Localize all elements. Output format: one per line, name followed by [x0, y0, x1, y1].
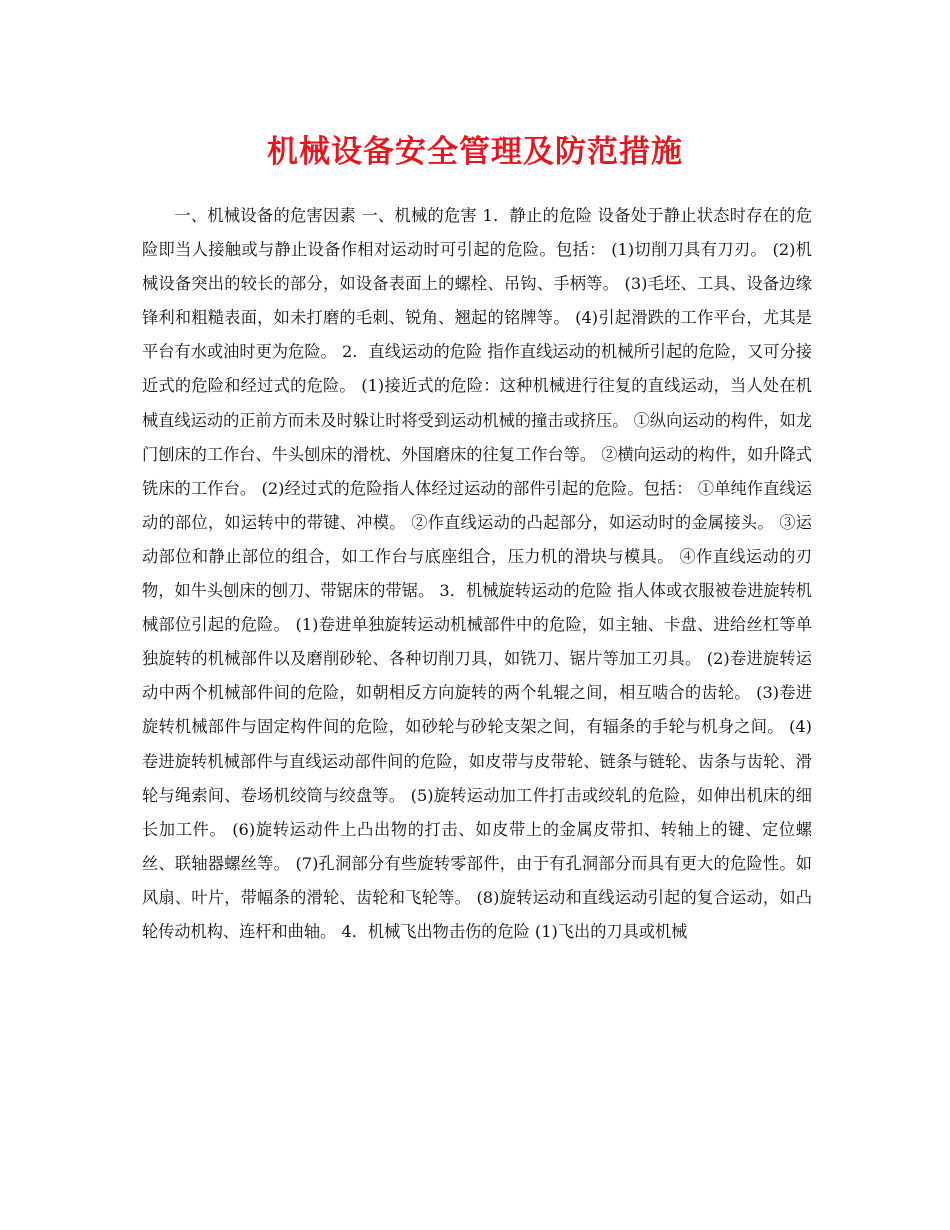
- document-body: 一、机械设备的危害因素 一、机械的危害 1．静止的危险 设备处于静止状态时存在的危险即当人接触或与静止设备作相对运动时可引起的危险。包括： (1)切削刀具有刀刃。 (2)机械设备突出的较长的部分，如设备表面上的螺栓、吊钩、手柄等。 (3)毛坯、工具、设备边缘锋利和粗糙表面，如未打磨的毛刺、锐角、翘起的铭牌等。 (4)引起滑跌的工作平台，尤其是平台有水或油时更为危险。 2．直线运动的危险 指作直线运动的机械所引起的危险，又可分接近式的危险和经过式的危险。 (1)接近式的危险：这种机械进行往复的直线运动，当人处在机械直线运动的正前方而未及时躲让时将受到运动机械的撞击或挤压。 ①纵向运动的构件，如龙门刨床的工作台、牛头刨床的滑枕、外国磨床的往复工作台等。 ②横向运动的构件，如升降式铣床的工作台。 (2)经过式的危险指人体经过运动的部件引起的危险。包括： ①单纯作直线运动的部位，如运转中的带键、冲模。 ②作直线运动的凸起部分，如运动时的金属接头。 ③运动部位和静止部位的组合，如工作台与底座组合，压力机的滑块与模具。 ④作直线运动的刃物，如牛头刨床的刨刀、带锯床的带锯。 3．机械旋转运动的危险 指人体或衣服被卷进旋转机械部位引起的危险。 (1)卷进单独旋转运动机械部件中的危险，如主轴、卡盘、进给丝杠等单独旋转的机械部件以及磨削砂轮、各种切削刀具，如铣刀、锯片等加工刃具。 (2)卷进旋转运动中两个机械部件间的危险，如朝相反方向旋转的两个轧辊之间，相互啮合的齿轮。 (3)卷进旋转机械部件与固定构件间的危险，如砂轮与砂轮支架之间，有辐条的手轮与机身之间。 (4)卷进旋转机械部件与直线运动部件间的危险，如皮带与皮带轮、链条与链轮、齿条与齿轮、滑轮与绳索间、卷场机绞筒与绞盘等。 (5)旋转运动加工件打击或绞轧的危险，如伸出机床的细长加工件。 (6)旋转运动件上凸出物的打击、如皮带上的金属皮带扣、转轴上的键、定位螺丝、联轴器螺丝等。 (7)孔洞部分有些旋转零部件，由于有孔洞部分而具有更大的危险性。如风扇、叶片，带幅条的滑轮、齿轮和飞轮等。 (8)旋转运动和直线运动引起的复合运动，如凸轮传动机构、连杆和曲轴。 4．机械飞出物击伤的危险 (1)飞出的刀具或机械: [142, 206, 812, 941]
- document-title: 机械设备安全管理及防范措施: [267, 134, 683, 170]
